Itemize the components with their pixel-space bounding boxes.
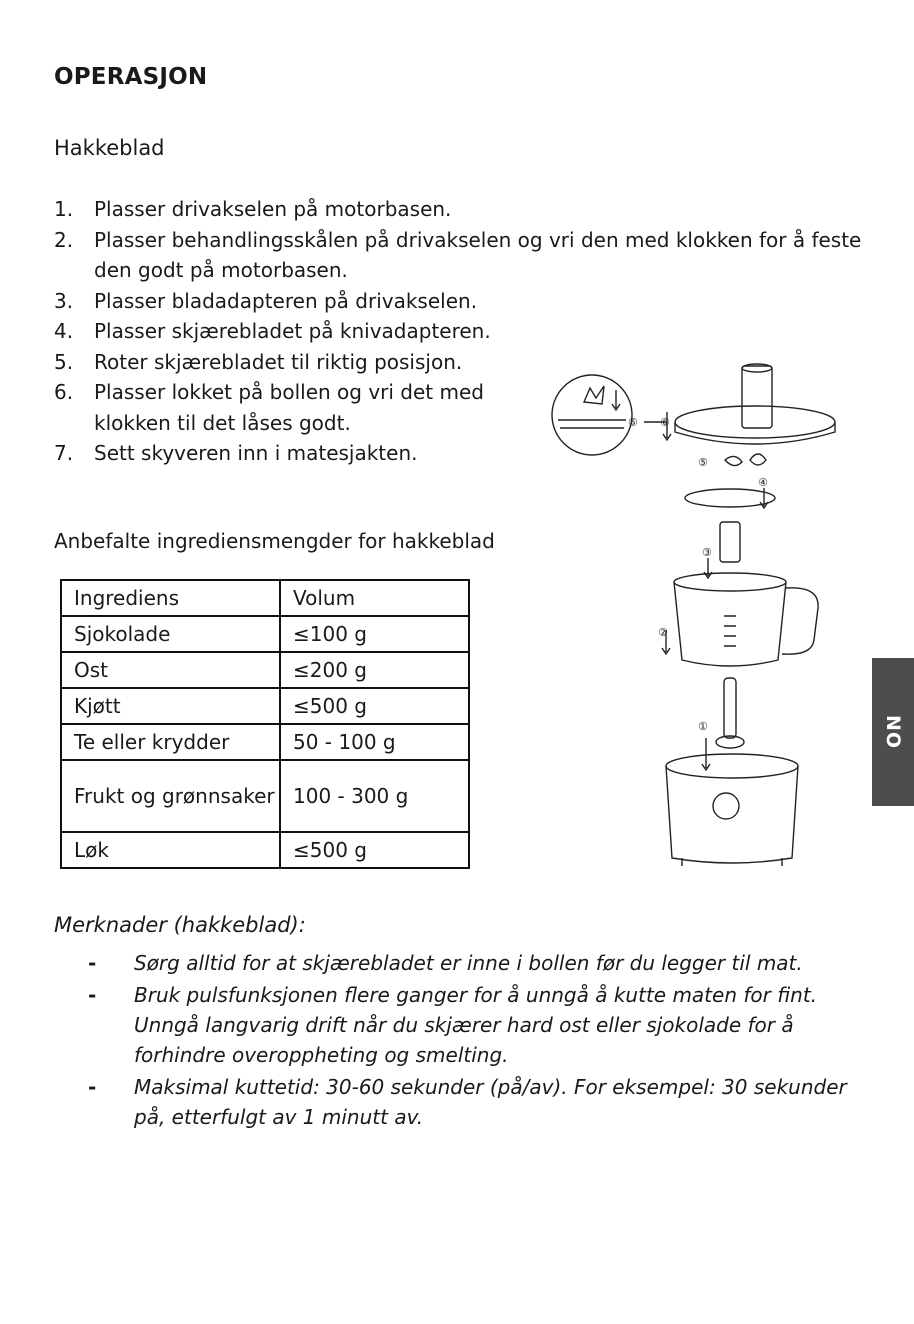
step-item: 5. Roter skjærebladet til riktig posisjon.: [54, 349, 463, 374]
ingredient-table: [60, 579, 470, 869]
zoom-lid-edge: [558, 420, 626, 428]
step-label: ④: [758, 476, 768, 489]
table-header-row: [61, 580, 469, 616]
step-item: 7. Sett skyveren inn i matesjakten.: [54, 441, 418, 465]
table-cell: Kjøtt: [61, 688, 280, 724]
arrow-down-icon: [612, 390, 620, 410]
table-cell: Frukt og grønnsaker: [61, 760, 280, 832]
table-cell: Te eller krydder: [61, 724, 280, 760]
blade-adapter: [720, 522, 740, 562]
feed-tube: [742, 366, 772, 428]
motor-base: [666, 766, 798, 863]
lid: [675, 406, 835, 438]
feed-tube-top: [742, 364, 772, 372]
note-item: - Bruk pulsfunksjonen flere ganger for å unngå å kutte maten for fint. Unngå langvarig drift når du skjærer hard ost eller sjokolade for å forhindre overoppheting og smelting.: [88, 980, 878, 1070]
step-item: 1. Plasser drivakselen på motorbasen.: [54, 197, 452, 221]
table-cell: ≤500 g: [280, 832, 469, 868]
lock-star-icon: [584, 386, 604, 404]
speed-knob: [713, 793, 739, 819]
bullet-dash: -: [88, 983, 97, 1007]
note-item: - Maksimal kuttetid: 30-60 sekunder (på/av). For eksempel: 30 sekunder på, etterfulgt av 1 minutt av.: [88, 1072, 878, 1132]
step-label: ①: [698, 720, 708, 733]
arrow-down-icon: [704, 558, 712, 578]
motor-base-top: [666, 754, 798, 778]
bullet-dash: -: [88, 1075, 97, 1099]
page-heading: OPERASJON: [54, 64, 208, 90]
table-cell: Ost: [61, 652, 280, 688]
bowl-top: [674, 573, 786, 591]
table-cell: ≤200 g: [280, 652, 469, 688]
bowl: [674, 582, 786, 666]
bullet-dash: -: [88, 951, 97, 975]
table-cell: 100 - 300 g: [280, 760, 469, 832]
section-title: Hakkeblad: [54, 136, 165, 160]
table-row: [61, 616, 469, 652]
zoom-detail-circle: [552, 375, 632, 455]
arrow-down-icon: [702, 738, 710, 770]
blade-icon: [725, 454, 766, 466]
table-cell: Løk: [61, 832, 280, 868]
step-item: 3. Plasser bladadapteren på drivakselen.: [54, 288, 478, 313]
table-row: [61, 760, 469, 832]
bowl-scale: [724, 616, 736, 646]
note-item: - Sørg alltid for at skjærebladet er inne i bollen før du legger til mat.: [88, 948, 878, 978]
table-cell: ≤100 g: [280, 616, 469, 652]
step-item: klokken til det låses godt.: [94, 410, 351, 435]
table-cell: ≤500 g: [280, 688, 469, 724]
step-label: ⑥: [628, 416, 638, 429]
step-label: ⑥: [660, 416, 670, 429]
table-row: [61, 688, 469, 724]
table-cell: 50 - 100 g: [280, 724, 469, 760]
step-item: 4. Plasser skjærebladet på knivadapteren.: [54, 319, 491, 343]
language-tab: NO: [872, 658, 914, 806]
step-label: ②: [658, 626, 668, 639]
notes-title: Merknader (hakkeblad):: [54, 913, 306, 937]
table-row: [61, 724, 469, 760]
table-row: [61, 832, 469, 868]
step-label: ③: [702, 546, 712, 559]
table-header: Ingrediens: [61, 580, 280, 616]
notes-list: [88, 948, 878, 1134]
table-row: [61, 652, 469, 688]
bowl-handle: [782, 588, 818, 654]
drive-shaft: [724, 678, 736, 738]
step-label: ⑤: [698, 456, 708, 469]
table-cell: Sjokolade: [61, 616, 280, 652]
step-item: 6. Plasser lokket på bollen og vri det med: [54, 380, 484, 404]
step-item: 2. Plasser behandlingsskålen på drivakselen og vri den med klokken for å feste den godt på motorbasen.: [54, 227, 862, 282]
assembly-illustration: [550, 360, 880, 880]
table-header: Volum: [280, 580, 469, 616]
table-title: Anbefalte ingrediensmengder for hakkeblad: [54, 529, 495, 553]
